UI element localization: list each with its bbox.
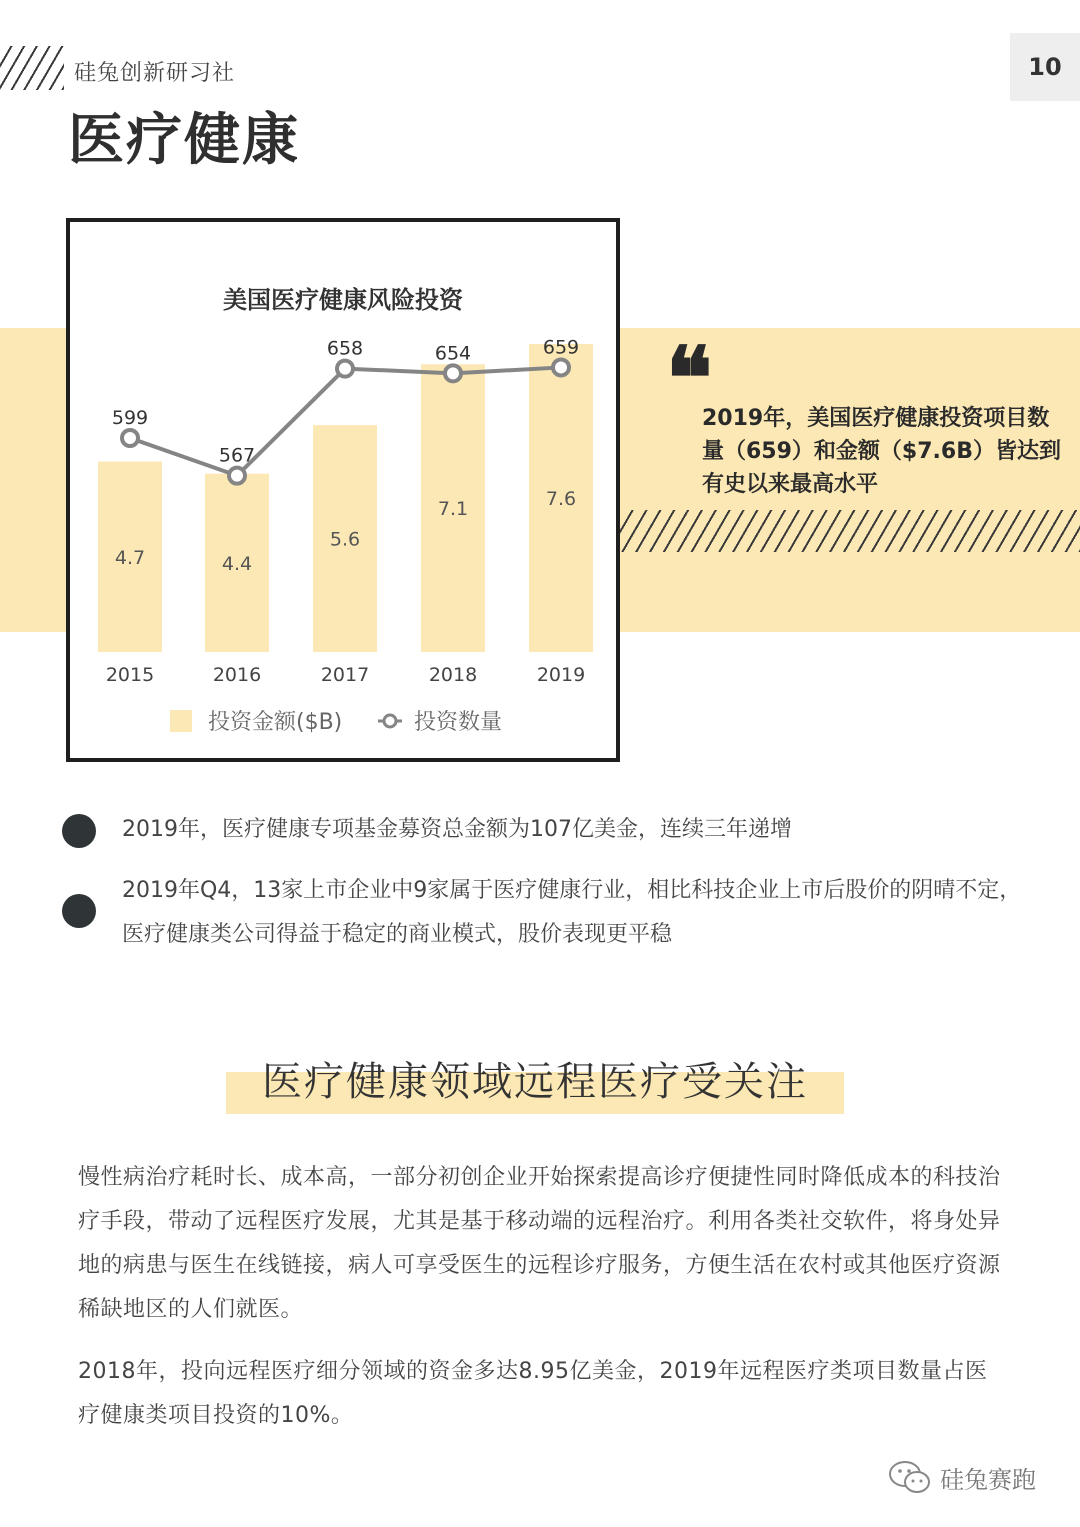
legend-swatch-point — [384, 715, 396, 727]
line-value-label: 654 — [434, 342, 472, 365]
line-point — [122, 430, 138, 446]
bar-value-label: 5.6 — [329, 528, 361, 551]
page-title: 医疗健康 — [68, 108, 300, 173]
bullet-dot — [62, 894, 96, 928]
wechat-icon — [888, 1458, 932, 1496]
legend-swatch-bar — [170, 710, 192, 732]
hatch-decoration-quote — [620, 510, 1080, 552]
x-tick-label: 2019 — [536, 664, 586, 686]
line-point — [337, 361, 353, 377]
quote-icon: ❝ — [666, 328, 703, 429]
bar-value-label: 7.1 — [437, 498, 469, 521]
legend-label: 投资金额($B) — [208, 710, 343, 735]
bullet-text: 2019年，医疗健康专项基金募资总金额为107亿美金，连续三年递增 — [122, 817, 792, 842]
line-point — [445, 365, 461, 381]
line-point — [553, 359, 569, 375]
quote-text: 2019年，美国医疗健康投资项目数量（659）和金额（$7.6B）皆达到有史以来最高水平 — [702, 406, 1061, 497]
bullet-text: 2019年Q4，13家上市企业中9家属于医疗健康行业，相比科技企业上市后股价的阴晴不定，医疗健康类公司得益于稳定的商业模式，股价表现更平稳 — [122, 878, 1022, 947]
line-value-label: 599 — [111, 407, 149, 429]
chart-title: 美国医疗健康风险投资 — [223, 286, 463, 314]
section-title: 医疗健康领域远程医疗受关注 — [262, 1059, 808, 1105]
bar-value-label: 7.6 — [545, 488, 577, 510]
paragraph: 慢性病治疗耗时长、成本高，一部分初创企业开始探索提高诊疗便捷性同时降低成本的科技治疗手段，带动了远程医疗发展，尤其是基于移动端的远程治疗。利用各类社交软件，将身处异地的病患与医生在线链接，病人可享受医生的远程诊疗服务，方便生活在农村或其他医疗资源稀缺地区的人们就医。 — [78, 1165, 1001, 1322]
chart-card — [66, 218, 620, 762]
x-tick-label: 2018 — [428, 664, 478, 686]
x-tick-label: 2015 — [105, 664, 155, 686]
line-value-label: 659 — [542, 336, 580, 359]
brand-name: 硅兔创新研习社 — [74, 61, 236, 86]
watermark — [888, 1458, 1036, 1496]
line-point — [229, 468, 245, 484]
line-value-label: 658 — [326, 337, 364, 360]
x-tick-label: 2016 — [212, 664, 262, 686]
hatch-decoration-top — [0, 46, 64, 90]
line-value-label: 567 — [218, 444, 256, 467]
bar-value-label: 4.4 — [221, 552, 253, 575]
legend-label: 投资数量 — [414, 710, 503, 735]
watermark-text: 硅兔赛跑 — [940, 1465, 1036, 1494]
investment-chart — [70, 222, 616, 758]
paragraph: 2018年，投向远程医疗细分领域的资金多达8.95亿美金，2019年远程医疗类项目数量占医疗健康类项目投资的10%。 — [78, 1359, 988, 1428]
page-number: 10 — [1010, 33, 1080, 101]
bullet-dot — [62, 814, 96, 848]
bar-value-label: 4.7 — [114, 546, 146, 569]
x-tick-label: 2017 — [320, 664, 370, 686]
